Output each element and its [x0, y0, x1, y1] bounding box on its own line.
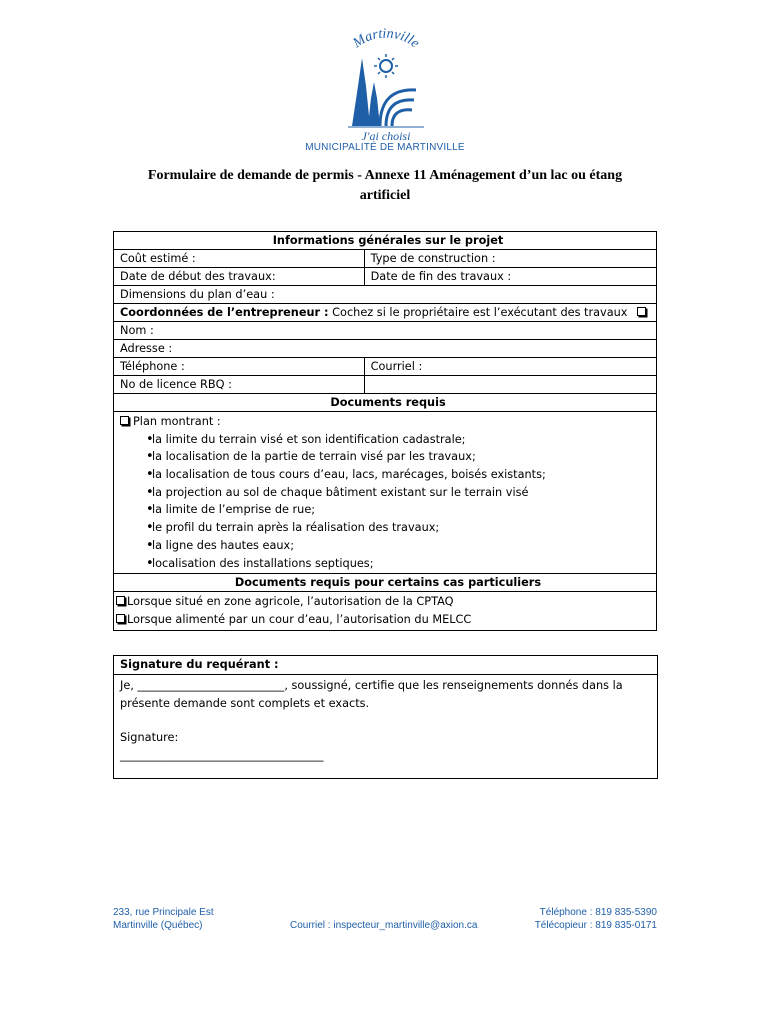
permit-form-table [113, 231, 657, 631]
adresse-field[interactable]: Adresse : [114, 340, 657, 358]
telephone-field[interactable]: Téléphone : [114, 358, 365, 376]
owner-executant-checkbox[interactable] [637, 307, 646, 316]
type-construction-field[interactable]: Type de construction : [364, 250, 656, 268]
logo-top-text: Martinville [350, 28, 422, 52]
courriel-field[interactable]: Courriel : [364, 358, 656, 376]
melcc-checkbox[interactable] [116, 614, 125, 623]
footer-contact [535, 907, 657, 932]
signature-body [114, 675, 657, 766]
licence-rbq-field[interactable]: No de licence RBQ : [114, 376, 365, 394]
coordonnees-instruction: Cochez si le propriétaire est l’exécutant des travaux [328, 306, 628, 319]
cout-estime-field[interactable]: Coût estimé : [114, 250, 365, 268]
form-title-line2: artificiel [359, 188, 411, 203]
signature-header: Signature du requérant : [114, 656, 657, 675]
section-documents-header: Documents requis [114, 394, 657, 412]
melcc-label: Lorsque alimenté par un cour d’eau, l’autorisation du MELCC [127, 612, 472, 626]
list-item: • la localisation de la partie de terrain visé par les travaux; [120, 448, 656, 466]
footer-email: Courriel : inspecteur_martinville@axion.ca [290, 920, 478, 931]
section-special-cases-header: Documents requis pour certains cas particuliers [114, 574, 657, 592]
footer-address-line1: 233, rue Principale Est [113, 907, 214, 918]
certification-line2: présente demande sont complets et exacts. [120, 696, 370, 710]
form-title [120, 166, 650, 206]
signature-line[interactable]: ____________________________________ [120, 748, 324, 762]
list-item: • la localisation de tous cours d’eau, lacs, marécages, boisés existants; [120, 466, 656, 484]
plan-item [120, 413, 656, 431]
empty-cell [364, 376, 656, 394]
coordonnees-entrepreneur-row [114, 304, 657, 322]
list-item: • la ligne des hautes eaux; [120, 537, 656, 555]
agricole-label: Lorsque situé en zone agricole, l’autorisation de la CPTAQ [127, 595, 454, 609]
plan-checkbox[interactable] [120, 416, 129, 425]
certification-line1[interactable]: Je, __________________________, soussigné, certifie que les renseignements donnés dans la [120, 679, 623, 692]
svg-text:Martinville [350, 28, 422, 52]
footer-address [113, 907, 214, 932]
documents-list-cell [114, 412, 657, 574]
agricole-item [116, 593, 656, 611]
list-item: • le profil du terrain après la réalisation des travaux; [120, 519, 656, 537]
melcc-item [116, 611, 656, 629]
footer-fax: Télécopieur : 819 835-0171 [534, 919, 657, 931]
list-item: • la limite du terrain visé et son identification cadastrale; [120, 431, 656, 449]
date-fin-field[interactable]: Date de fin des travaux : [364, 268, 656, 286]
section-general-header: Informations générales sur le projet [114, 232, 657, 250]
date-debut-field[interactable]: Date de début des travaux: [114, 268, 365, 286]
plan-label: Plan montrant : [133, 415, 221, 428]
municipality-logo [336, 28, 436, 146]
dimensions-field[interactable]: Dimensions du plan d’eau : [114, 286, 657, 304]
agricole-checkbox[interactable] [116, 596, 125, 605]
form-title-line1: Formulaire de demande de permis - Annexe 11 Aménagement d’un lac ou étang [147, 168, 623, 183]
coordonnees-label: Coordonnées de l’entrepreneur : [120, 306, 329, 319]
special-cases-cell [114, 592, 657, 630]
nom-field[interactable]: Nom : [114, 322, 657, 340]
signature-box [113, 655, 658, 779]
logo-bottom-text: J'ai choisi [361, 129, 411, 143]
list-item: • la projection au sol de chaque bâtiment existant sur le terrain visé [120, 484, 656, 502]
signature-label: Signature: [120, 731, 179, 744]
footer-phone: Téléphone : 819 835-5390 [539, 907, 657, 918]
footer-address-line2: Martinville (Québec) [113, 919, 203, 931]
list-item: • la limite de l’emprise de rue; [120, 501, 656, 519]
list-item: • localisation des installations septiques; [120, 555, 656, 573]
logo-caption: MUNICIPALITÉ DE MARTINVILLE [305, 142, 465, 153]
